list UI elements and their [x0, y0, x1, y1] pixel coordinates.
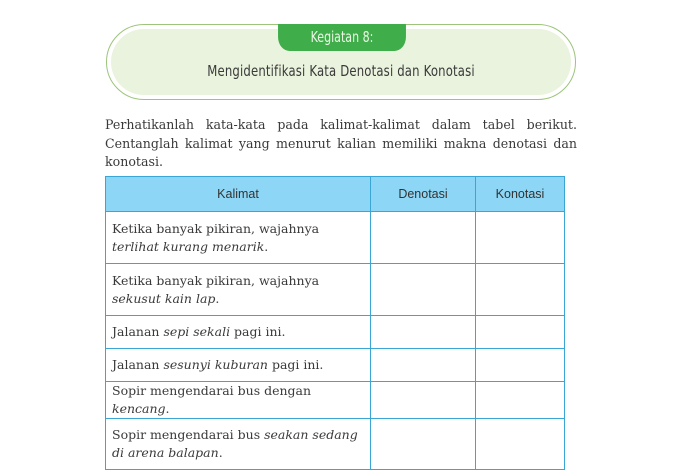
konotasi-check-cell[interactable]: [476, 419, 565, 470]
header-denotasi: Denotasi: [371, 177, 476, 212]
activity-title: Mengidentifikasi Kata Denotasi dan Konotasi: [207, 62, 475, 80]
sentence-text: .: [264, 238, 269, 254]
denotasi-check-cell[interactable]: [371, 419, 476, 470]
sentence-text: .: [215, 290, 220, 306]
sentence-cell: [106, 264, 371, 316]
konotasi-check-cell[interactable]: [476, 264, 565, 316]
table-row: [106, 349, 565, 382]
sentence-cell: [106, 349, 371, 382]
konotasi-check-cell[interactable]: [476, 212, 565, 264]
sentence-cell: [106, 316, 371, 349]
konotasi-check-cell[interactable]: [476, 316, 565, 349]
table-row: [106, 382, 565, 419]
header-konotasi: Konotasi: [476, 177, 565, 212]
instructions-paragraph: Perhatikanlah kata-kata pada kalimat-kalimat dalam tabel berikut. Centanglah kalimat yang menurut kalian memiliki makna denotasi dan konotasi.: [105, 117, 577, 169]
sentence-text: Ketika banyak pikiran, wajahnya: [112, 272, 320, 288]
denotasi-check-cell[interactable]: [371, 349, 476, 382]
emphasized-phrase: sekusut kain lap: [112, 290, 216, 306]
sentence-text: Sopir mengendarai bus: [112, 427, 265, 442]
emphasized-phrase: seakan sedang di arena balapan: [112, 427, 358, 460]
sentence-text: Ketika banyak pikiran, wajahnya: [112, 220, 320, 236]
table-row: [106, 212, 565, 264]
denotasi-check-cell[interactable]: [371, 212, 476, 264]
header-kalimat: Kalimat: [106, 177, 371, 212]
table-header-row: [106, 177, 565, 212]
sentence-text: pagi ini.: [230, 324, 286, 339]
emphasized-phrase: terlihat kurang menarik: [112, 238, 265, 254]
table-row: [106, 419, 565, 470]
denotasi-check-cell[interactable]: [371, 264, 476, 316]
denotation-connotation-table: [105, 176, 565, 470]
emphasized-phrase: sesunyi kuburan: [163, 357, 268, 372]
sentence-text: .: [218, 445, 223, 460]
sentence-text: Sopir mengendarai bus dengan: [112, 383, 312, 398]
sentence-text: Jalanan: [112, 357, 164, 372]
konotasi-check-cell[interactable]: [476, 382, 565, 419]
emphasized-phrase: kencang: [112, 401, 166, 416]
sentence-cell: [106, 419, 371, 470]
sentence-text: pagi ini.: [267, 357, 324, 372]
denotasi-check-cell[interactable]: [371, 316, 476, 349]
table-row: [106, 316, 565, 349]
denotasi-check-cell[interactable]: [371, 382, 476, 419]
sentence-cell: [106, 212, 371, 264]
table-row: [106, 264, 565, 316]
sentence-text: .: [165, 401, 170, 416]
sentence-cell: [106, 382, 371, 419]
sentence-text: Jalanan: [112, 324, 164, 339]
emphasized-phrase: sepi sekali: [163, 324, 231, 339]
activity-number-tab: Kegiatan 8:: [278, 24, 406, 51]
konotasi-check-cell[interactable]: [476, 349, 565, 382]
